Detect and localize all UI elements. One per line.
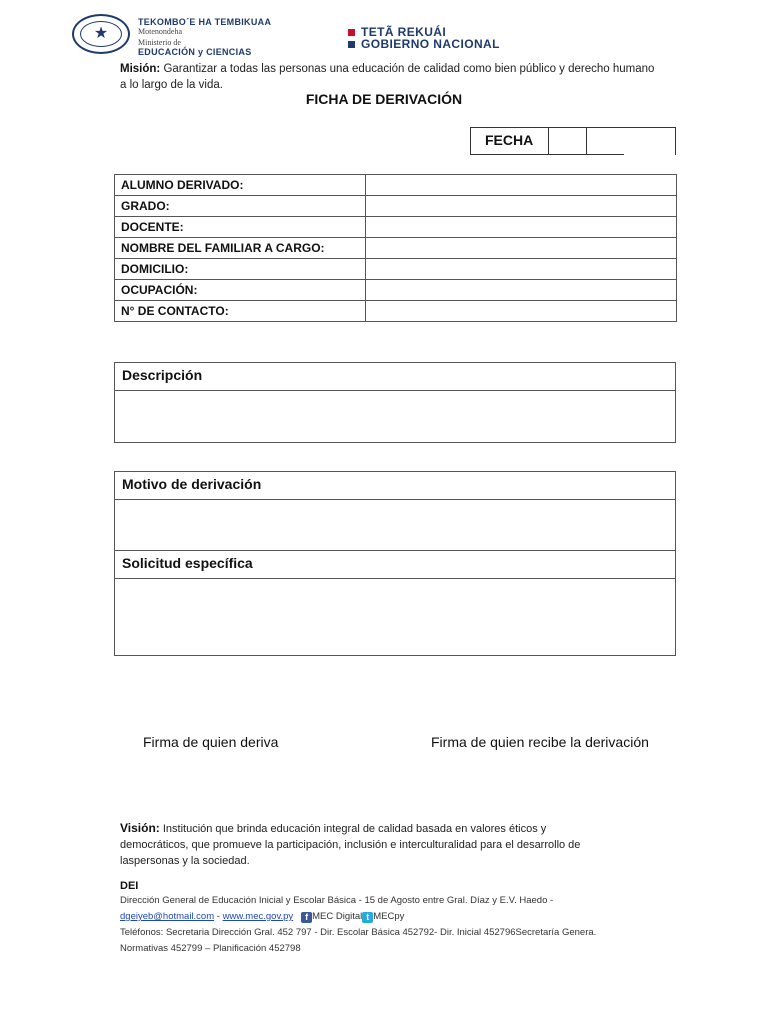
ministry-line2: Motenondeha [138,27,182,36]
fecha-day-cell[interactable] [548,127,586,155]
mision-text: Garantizar a todas las personas una educación de calidad como bien público y derecho humano a lo largo de la vida. [120,63,655,91]
field-value[interactable] [366,175,677,196]
blue-square-icon [348,41,355,48]
fecha-month-cell[interactable] [586,127,624,155]
gov-line2: GOBIERNO NACIONAL [361,37,500,51]
descripcion-body[interactable] [115,391,675,443]
website-link[interactable]: www.mec.gov.py [222,911,294,922]
twitter-label[interactable]: MECpy [373,911,405,922]
student-data-table [114,174,677,322]
field-label: NOMBRE DEL FAMILIAR A CARGO: [115,238,366,259]
table-row [115,238,677,259]
table-row [115,175,677,196]
field-label: N° DE CONTACTO: [115,301,366,322]
field-label: GRADO: [115,196,366,217]
descripcion-header: Descripción [115,363,675,391]
footer-normativas: Normativas 452799 – Planificación 452798 [120,943,301,954]
facebook-icon: f [301,912,312,923]
government-logo [348,26,500,50]
red-square-icon [348,29,355,36]
table-row [115,217,677,238]
motivo-solicitud-section [114,471,676,656]
footer-separator: - [214,911,223,922]
field-value[interactable] [366,217,677,238]
field-label: ALUMNO DERIVADO: [115,175,366,196]
solicitud-header: Solicitud específica [115,551,675,579]
table-row [115,196,677,217]
ministry-logo-text [138,17,318,57]
ministry-line4: EDUCACIÓN y CIENCIAS [138,47,252,57]
vision-label: Visión: [120,821,160,835]
field-value[interactable] [366,301,677,322]
field-value[interactable] [366,259,677,280]
document-title: FICHA DE DERIVACIÓN [305,91,463,107]
ministry-line3: Ministerio de [138,38,181,47]
email-link[interactable]: dgeiyeb@hotmail.com [120,911,215,922]
footer-address: Dirección General de Educación Inicial y Escolar Básica - 15 de Agosto entre Gral. Díaz y E.V. Haedo - [120,895,554,906]
gov-line1: TETÃ REKUÁI [361,25,447,39]
table-row [115,259,677,280]
vision-paragraph [120,820,600,869]
ministry-line1: TEKOMBO´E HA TEMBIKUAA [138,17,272,27]
fecha-field [470,127,676,155]
twitter-icon: t [362,912,373,923]
mision-label: Misión: [120,63,161,75]
ministry-seal-logo [72,14,130,54]
dei-label: DEI [120,880,139,892]
signature-right-label: Firma de quien recibe la derivación [431,734,649,750]
field-label: OCUPACIÓN: [115,280,366,301]
table-row [115,280,677,301]
vision-text: Institución que brinda educación integral de calidad basada en valores éticos y democráticos, que promueve la participación, inclusión e interculturalidad para el desarrollo de laspersonas y la sociedad. [120,823,581,867]
motivo-body[interactable] [115,500,675,551]
field-label: DOCENTE: [115,217,366,238]
field-label: DOMICILIO: [115,259,366,280]
fecha-year-cell[interactable] [624,127,676,155]
signature-left-label: Firma de quien deriva [143,734,279,750]
field-value[interactable] [366,280,677,301]
footer-contacts [120,909,640,925]
table-row [115,301,677,322]
mision-paragraph [120,61,660,93]
field-value[interactable] [366,238,677,259]
facebook-label[interactable]: MEC Digital [312,911,363,922]
field-value[interactable] [366,196,677,217]
star-icon: ★ [93,25,109,42]
footer-phones: Teléfonos: Secretaria Dirección Gral. 452 797 - Dir. Escolar Básica 452792- Dir. Inicial 452796Secretaría Genera. [120,927,597,938]
motivo-header: Motivo de derivación [115,472,675,500]
descripcion-section [114,362,676,443]
solicitud-body[interactable] [115,579,675,655]
fecha-label: FECHA [470,127,548,155]
